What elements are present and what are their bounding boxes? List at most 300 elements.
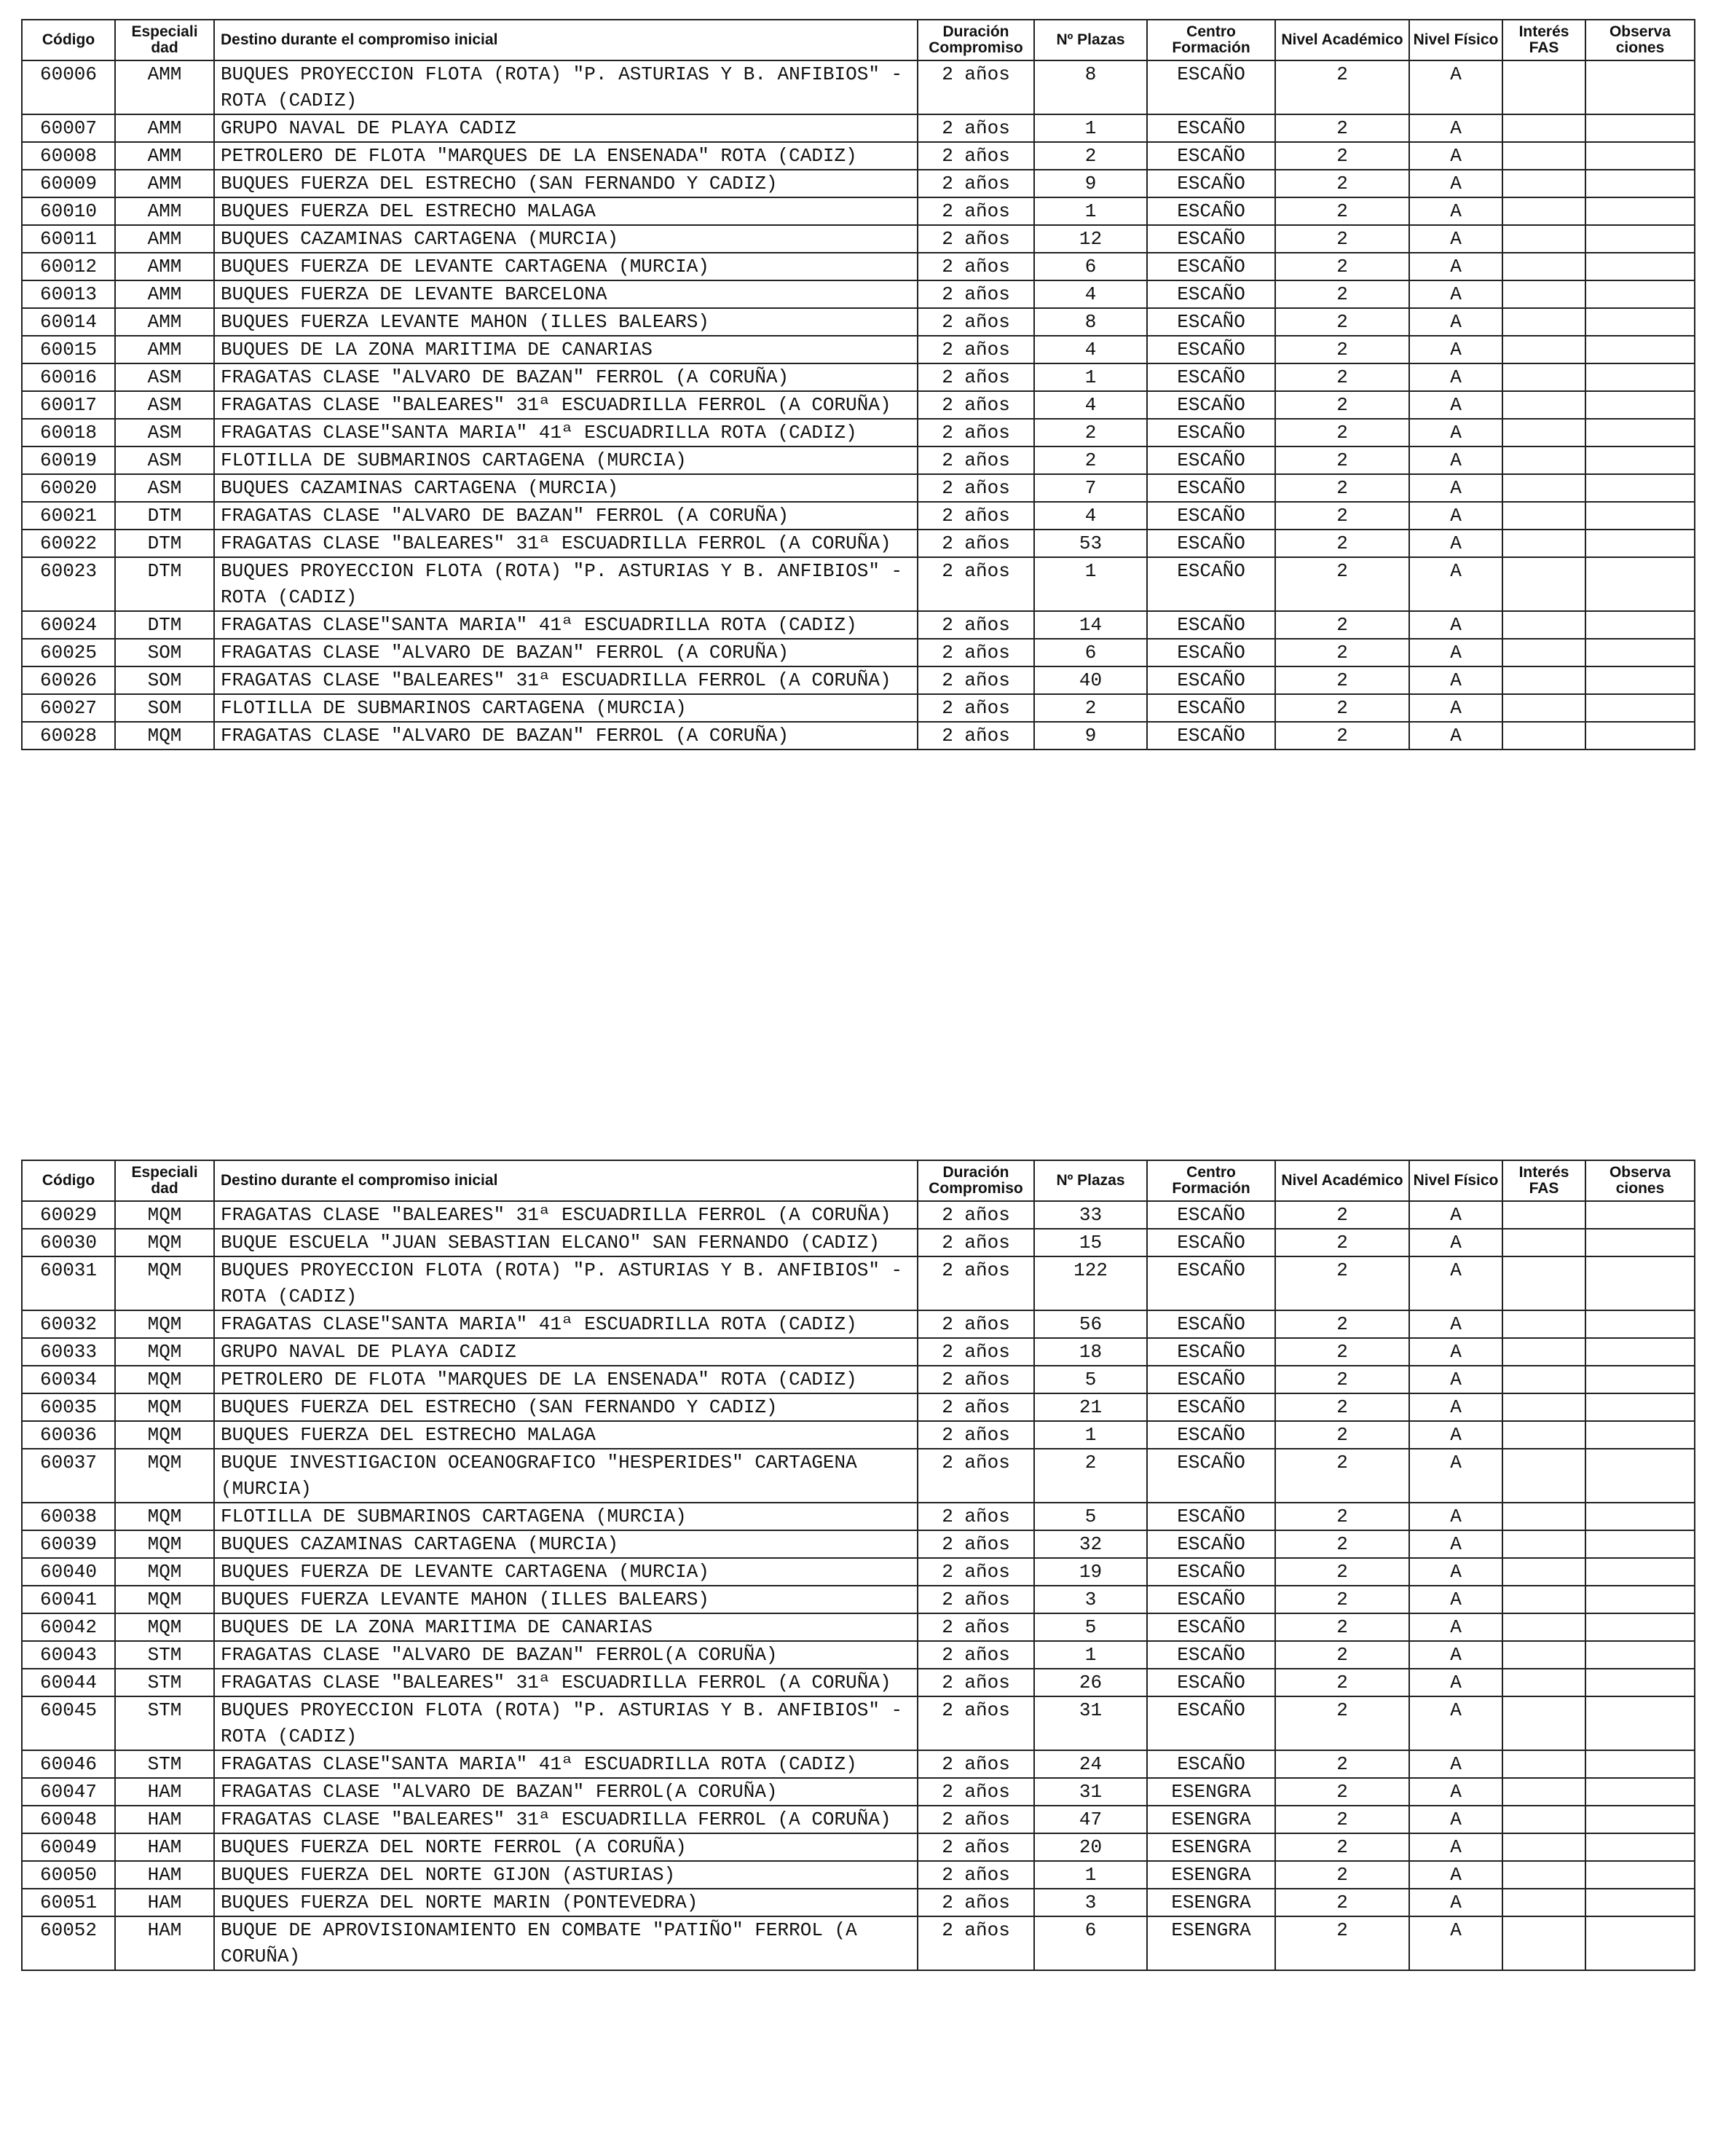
cell-nivel-academico: 2 <box>1275 1338 1409 1366</box>
cell-plazas: 6 <box>1034 1916 1147 1970</box>
plazas-table-2 <box>21 1160 1695 1971</box>
cell-plazas: 15 <box>1034 1229 1147 1256</box>
cell-especialidad: MQM <box>115 1393 214 1421</box>
cell-destino: BUQUES FUERZA DEL ESTRECHO MALAGA <box>214 1421 918 1449</box>
cell-codigo: 60042 <box>22 1613 115 1641</box>
cell-interes <box>1502 1530 1585 1558</box>
cell-nivel-academico: 2 <box>1275 1558 1409 1586</box>
cell-codigo: 60006 <box>22 60 115 114</box>
cell-plazas: 5 <box>1034 1366 1147 1393</box>
cell-duracion: 2 años <box>918 280 1034 308</box>
header-observaciones: Observa ciones <box>1585 20 1695 60</box>
cell-codigo: 60027 <box>22 694 115 722</box>
cell-nivel-fisico: A <box>1409 142 1502 170</box>
cell-duracion: 2 años <box>918 1256 1034 1310</box>
table-row <box>22 1641 1695 1669</box>
cell-centro: ESCAÑO <box>1147 391 1275 419</box>
cell-interes <box>1502 1503 1585 1530</box>
cell-plazas: 20 <box>1034 1833 1147 1861</box>
table-row <box>22 474 1695 502</box>
cell-centro: ESCAÑO <box>1147 253 1275 280</box>
cell-plazas: 1 <box>1034 1861 1147 1889</box>
header-especialidad: Especiali dad <box>115 1160 214 1201</box>
cell-codigo: 60032 <box>22 1310 115 1338</box>
cell-codigo: 60039 <box>22 1530 115 1558</box>
cell-centro: ESCAÑO <box>1147 1256 1275 1310</box>
cell-centro: ESCAÑO <box>1147 446 1275 474</box>
cell-interes <box>1502 142 1585 170</box>
table-row <box>22 666 1695 694</box>
cell-nivel-academico: 2 <box>1275 1916 1409 1970</box>
header-codigo: Código <box>22 1160 115 1201</box>
cell-plazas: 12 <box>1034 225 1147 253</box>
cell-nivel-academico: 2 <box>1275 170 1409 197</box>
cell-interes <box>1502 1641 1585 1669</box>
cell-codigo: 60021 <box>22 502 115 530</box>
cell-centro: ESCAÑO <box>1147 1613 1275 1641</box>
cell-especialidad: SOM <box>115 639 214 666</box>
cell-codigo: 60036 <box>22 1421 115 1449</box>
cell-plazas: 1 <box>1034 114 1147 142</box>
cell-especialidad: HAM <box>115 1889 214 1916</box>
header-duracion: Duración Compromiso <box>918 20 1034 60</box>
cell-centro: ESCAÑO <box>1147 1421 1275 1449</box>
cell-destino: BUQUES FUERZA DE LEVANTE BARCELONA <box>214 280 918 308</box>
cell-interes <box>1502 502 1585 530</box>
cell-interes <box>1502 1229 1585 1256</box>
cell-nivel-academico: 2 <box>1275 1201 1409 1229</box>
cell-plazas: 9 <box>1034 170 1147 197</box>
cell-nivel-fisico: A <box>1409 1641 1502 1669</box>
cell-codigo: 60050 <box>22 1861 115 1889</box>
cell-codigo: 60017 <box>22 391 115 419</box>
cell-destino: BUQUES FUERZA DEL NORTE GIJON (ASTURIAS) <box>214 1861 918 1889</box>
cell-plazas: 4 <box>1034 280 1147 308</box>
cell-duracion: 2 años <box>918 1449 1034 1503</box>
cell-observaciones <box>1585 1806 1695 1833</box>
cell-especialidad: MQM <box>115 1366 214 1393</box>
cell-duracion: 2 años <box>918 1916 1034 1970</box>
cell-interes <box>1502 363 1585 391</box>
cell-nivel-academico: 2 <box>1275 694 1409 722</box>
table-row <box>22 1201 1695 1229</box>
cell-duracion: 2 años <box>918 1806 1034 1833</box>
cell-centro: ESCAÑO <box>1147 502 1275 530</box>
cell-duracion: 2 años <box>918 1861 1034 1889</box>
cell-plazas: 2 <box>1034 142 1147 170</box>
cell-nivel-academico: 2 <box>1275 1449 1409 1503</box>
cell-especialidad: STM <box>115 1750 214 1778</box>
cell-destino: FRAGATAS CLASE "ALVARO DE BAZAN" FERROL(A CORUÑA) <box>214 1641 918 1669</box>
cell-centro: ESENGRA <box>1147 1806 1275 1833</box>
cell-nivel-academico: 2 <box>1275 60 1409 114</box>
table-row <box>22 1503 1695 1530</box>
table-row <box>22 530 1695 557</box>
cell-especialidad: SOM <box>115 694 214 722</box>
header-nivel-academico: Nivel Académico <box>1275 20 1409 60</box>
cell-codigo: 60023 <box>22 557 115 611</box>
cell-plazas: 4 <box>1034 336 1147 363</box>
cell-interes <box>1502 1889 1585 1916</box>
cell-plazas: 3 <box>1034 1586 1147 1613</box>
cell-duracion: 2 años <box>918 557 1034 611</box>
cell-codigo: 60041 <box>22 1586 115 1613</box>
table-row <box>22 336 1695 363</box>
cell-plazas: 4 <box>1034 391 1147 419</box>
cell-nivel-fisico: A <box>1409 1530 1502 1558</box>
cell-plazas: 21 <box>1034 1393 1147 1421</box>
table-row <box>22 253 1695 280</box>
cell-nivel-academico: 2 <box>1275 1778 1409 1806</box>
cell-plazas: 3 <box>1034 1889 1147 1916</box>
cell-destino: BUQUES PROYECCION FLOTA (ROTA) "P. ASTURIAS Y B. ANFIBIOS" - ROTA (CADIZ) <box>214 60 918 114</box>
cell-nivel-academico: 2 <box>1275 363 1409 391</box>
cell-nivel-fisico: A <box>1409 1861 1502 1889</box>
cell-observaciones <box>1585 114 1695 142</box>
cell-nivel-academico: 2 <box>1275 611 1409 639</box>
cell-observaciones <box>1585 694 1695 722</box>
cell-nivel-academico: 2 <box>1275 1256 1409 1310</box>
cell-codigo: 60051 <box>22 1889 115 1916</box>
table-row <box>22 1613 1695 1641</box>
cell-nivel-fisico: A <box>1409 363 1502 391</box>
header-interes: Interés FAS <box>1502 20 1585 60</box>
cell-interes <box>1502 1421 1585 1449</box>
cell-codigo: 60044 <box>22 1669 115 1696</box>
cell-centro: ESENGRA <box>1147 1861 1275 1889</box>
cell-codigo: 60045 <box>22 1696 115 1750</box>
cell-plazas: 2 <box>1034 446 1147 474</box>
header-destino: Destino durante el compromiso inicial <box>214 20 918 60</box>
cell-nivel-academico: 2 <box>1275 1669 1409 1696</box>
cell-nivel-fisico: A <box>1409 1449 1502 1503</box>
cell-nivel-fisico: A <box>1409 1229 1502 1256</box>
cell-destino: FRAGATAS CLASE "BALEARES" 31ª ESCUADRILLA FERROL (A CORUÑA) <box>214 1669 918 1696</box>
cell-centro: ESCAÑO <box>1147 1229 1275 1256</box>
cell-nivel-fisico: A <box>1409 391 1502 419</box>
table-row <box>22 1889 1695 1916</box>
cell-nivel-fisico: A <box>1409 280 1502 308</box>
cell-duracion: 2 años <box>918 446 1034 474</box>
cell-nivel-academico: 2 <box>1275 114 1409 142</box>
cell-especialidad: AMM <box>115 197 214 225</box>
cell-centro: ESENGRA <box>1147 1889 1275 1916</box>
cell-codigo: 60049 <box>22 1833 115 1861</box>
cell-interes <box>1502 1613 1585 1641</box>
cell-codigo: 60030 <box>22 1229 115 1256</box>
table-row <box>22 611 1695 639</box>
cell-observaciones <box>1585 142 1695 170</box>
cell-observaciones <box>1585 1366 1695 1393</box>
table-row <box>22 639 1695 666</box>
table-row <box>22 1916 1695 1970</box>
cell-interes <box>1502 1449 1585 1503</box>
cell-nivel-academico: 2 <box>1275 1393 1409 1421</box>
cell-duracion: 2 años <box>918 308 1034 336</box>
cell-destino: BUQUES CAZAMINAS CARTAGENA (MURCIA) <box>214 1530 918 1558</box>
cell-centro: ESCAÑO <box>1147 1669 1275 1696</box>
cell-nivel-fisico: A <box>1409 225 1502 253</box>
cell-interes <box>1502 1310 1585 1338</box>
cell-destino: FRAGATAS CLASE"SANTA MARIA" 41ª ESCUADRILLA ROTA (CADIZ) <box>214 1310 918 1338</box>
cell-codigo: 60022 <box>22 530 115 557</box>
cell-nivel-academico: 2 <box>1275 639 1409 666</box>
cell-nivel-fisico: A <box>1409 530 1502 557</box>
cell-observaciones <box>1585 253 1695 280</box>
cell-codigo: 60031 <box>22 1256 115 1310</box>
table-row <box>22 502 1695 530</box>
cell-interes <box>1502 225 1585 253</box>
cell-duracion: 2 años <box>918 197 1034 225</box>
cell-nivel-fisico: A <box>1409 502 1502 530</box>
cell-duracion: 2 años <box>918 666 1034 694</box>
cell-interes <box>1502 170 1585 197</box>
table-row <box>22 114 1695 142</box>
table-header-row <box>22 1160 1695 1201</box>
cell-nivel-fisico: A <box>1409 1586 1502 1613</box>
cell-codigo: 60035 <box>22 1393 115 1421</box>
cell-centro: ESCAÑO <box>1147 419 1275 446</box>
cell-nivel-academico: 2 <box>1275 1696 1409 1750</box>
cell-centro: ESENGRA <box>1147 1778 1275 1806</box>
cell-nivel-fisico: A <box>1409 611 1502 639</box>
cell-destino: BUQUES PROYECCION FLOTA (ROTA) "P. ASTURIAS Y B. ANFIBIOS" - ROTA (CADIZ) <box>214 1696 918 1750</box>
cell-especialidad: AMM <box>115 114 214 142</box>
cell-duracion: 2 años <box>918 60 1034 114</box>
cell-especialidad: AMM <box>115 60 214 114</box>
cell-interes <box>1502 1750 1585 1778</box>
header-especialidad: Especiali dad <box>115 20 214 60</box>
table-row <box>22 1586 1695 1613</box>
cell-nivel-academico: 2 <box>1275 336 1409 363</box>
cell-centro: ESCAÑO <box>1147 557 1275 611</box>
cell-destino: FRAGATAS CLASE "ALVARO DE BAZAN" FERROL (A CORUÑA) <box>214 722 918 750</box>
cell-codigo: 60020 <box>22 474 115 502</box>
table-row <box>22 1256 1695 1310</box>
cell-nivel-academico: 2 <box>1275 1586 1409 1613</box>
cell-nivel-fisico: A <box>1409 1310 1502 1338</box>
cell-observaciones <box>1585 1393 1695 1421</box>
cell-destino: BUQUES FUERZA DEL ESTRECHO (SAN FERNANDO Y CADIZ) <box>214 1393 918 1421</box>
cell-nivel-fisico: A <box>1409 1558 1502 1586</box>
cell-duracion: 2 años <box>918 1201 1034 1229</box>
cell-plazas: 5 <box>1034 1613 1147 1641</box>
cell-observaciones <box>1585 419 1695 446</box>
cell-nivel-fisico: A <box>1409 60 1502 114</box>
cell-duracion: 2 años <box>918 1558 1034 1586</box>
cell-nivel-academico: 2 <box>1275 1503 1409 1530</box>
cell-plazas: 31 <box>1034 1696 1147 1750</box>
cell-centro: ESCAÑO <box>1147 1393 1275 1421</box>
cell-destino: BUQUE ESCUELA "JUAN SEBASTIAN ELCANO" SAN FERNANDO (CADIZ) <box>214 1229 918 1256</box>
cell-destino: FRAGATAS CLASE"SANTA MARIA" 41ª ESCUADRILLA ROTA (CADIZ) <box>214 419 918 446</box>
cell-destino: FRAGATAS CLASE "ALVARO DE BAZAN" FERROL(A CORUÑA) <box>214 1778 918 1806</box>
table-row <box>22 391 1695 419</box>
cell-centro: ESCAÑO <box>1147 530 1275 557</box>
cell-centro: ESCAÑO <box>1147 1558 1275 1586</box>
cell-especialidad: HAM <box>115 1778 214 1806</box>
cell-nivel-academico: 2 <box>1275 1889 1409 1916</box>
cell-duracion: 2 años <box>918 1696 1034 1750</box>
cell-nivel-academico: 2 <box>1275 308 1409 336</box>
cell-centro: ESCAÑO <box>1147 363 1275 391</box>
cell-codigo: 60034 <box>22 1366 115 1393</box>
cell-duracion: 2 años <box>918 639 1034 666</box>
cell-observaciones <box>1585 557 1695 611</box>
cell-centro: ESCAÑO <box>1147 114 1275 142</box>
cell-especialidad: MQM <box>115 1613 214 1641</box>
cell-centro: ESCAÑO <box>1147 1503 1275 1530</box>
cell-observaciones <box>1585 170 1695 197</box>
cell-especialidad: ASM <box>115 446 214 474</box>
cell-centro: ESCAÑO <box>1147 1201 1275 1229</box>
cell-duracion: 2 años <box>918 1613 1034 1641</box>
cell-plazas: 4 <box>1034 502 1147 530</box>
cell-centro: ESCAÑO <box>1147 142 1275 170</box>
table-row <box>22 1421 1695 1449</box>
cell-interes <box>1502 557 1585 611</box>
cell-observaciones <box>1585 336 1695 363</box>
cell-duracion: 2 años <box>918 694 1034 722</box>
table-row <box>22 142 1695 170</box>
cell-codigo: 60038 <box>22 1503 115 1530</box>
cell-duracion: 2 años <box>918 170 1034 197</box>
cell-destino: PETROLERO DE FLOTA "MARQUES DE LA ENSENADA" ROTA (CADIZ) <box>214 1366 918 1393</box>
cell-especialidad: MQM <box>115 1586 214 1613</box>
cell-nivel-fisico: A <box>1409 308 1502 336</box>
cell-especialidad: MQM <box>115 1449 214 1503</box>
cell-especialidad: ASM <box>115 419 214 446</box>
cell-especialidad: DTM <box>115 530 214 557</box>
cell-destino: BUQUES FUERZA LEVANTE MAHON (ILLES BALEARS) <box>214 308 918 336</box>
cell-nivel-fisico: A <box>1409 197 1502 225</box>
table-header-row <box>22 20 1695 60</box>
cell-nivel-academico: 2 <box>1275 1806 1409 1833</box>
cell-duracion: 2 años <box>918 225 1034 253</box>
cell-observaciones <box>1585 1778 1695 1806</box>
cell-nivel-fisico: A <box>1409 722 1502 750</box>
cell-destino: BUQUES FUERZA DE LEVANTE CARTAGENA (MURCIA) <box>214 1558 918 1586</box>
cell-observaciones <box>1585 1889 1695 1916</box>
cell-centro: ESCAÑO <box>1147 280 1275 308</box>
cell-destino: BUQUES DE LA ZONA MARITIMA DE CANARIAS <box>214 1613 918 1641</box>
cell-codigo: 60014 <box>22 308 115 336</box>
cell-observaciones <box>1585 666 1695 694</box>
cell-nivel-academico: 2 <box>1275 1613 1409 1641</box>
cell-plazas: 1 <box>1034 557 1147 611</box>
cell-nivel-academico: 2 <box>1275 446 1409 474</box>
cell-interes <box>1502 666 1585 694</box>
cell-destino: BUQUES FUERZA DEL ESTRECHO MALAGA <box>214 197 918 225</box>
cell-observaciones <box>1585 1530 1695 1558</box>
cell-nivel-academico: 2 <box>1275 502 1409 530</box>
cell-observaciones <box>1585 1641 1695 1669</box>
cell-centro: ESCAÑO <box>1147 1338 1275 1366</box>
table-body <box>22 60 1695 750</box>
cell-centro: ESCAÑO <box>1147 611 1275 639</box>
cell-codigo: 60024 <box>22 611 115 639</box>
cell-especialidad: MQM <box>115 1530 214 1558</box>
cell-especialidad: HAM <box>115 1833 214 1861</box>
cell-plazas: 2 <box>1034 1449 1147 1503</box>
cell-duracion: 2 años <box>918 1669 1034 1696</box>
cell-destino: BUQUES CAZAMINAS CARTAGENA (MURCIA) <box>214 225 918 253</box>
cell-interes <box>1502 1778 1585 1806</box>
cell-duracion: 2 años <box>918 419 1034 446</box>
cell-observaciones <box>1585 639 1695 666</box>
cell-destino: FLOTILLA DE SUBMARINOS CARTAGENA (MURCIA) <box>214 694 918 722</box>
cell-observaciones <box>1585 1503 1695 1530</box>
cell-observaciones <box>1585 1229 1695 1256</box>
cell-interes <box>1502 611 1585 639</box>
cell-duracion: 2 años <box>918 1503 1034 1530</box>
header-observaciones: Observa ciones <box>1585 1160 1695 1201</box>
cell-especialidad: MQM <box>115 1338 214 1366</box>
cell-plazas: 6 <box>1034 639 1147 666</box>
cell-nivel-academico: 2 <box>1275 530 1409 557</box>
table-row <box>22 1696 1695 1750</box>
cell-centro: ESCAÑO <box>1147 474 1275 502</box>
cell-nivel-fisico: A <box>1409 1366 1502 1393</box>
cell-codigo: 60037 <box>22 1449 115 1503</box>
cell-nivel-academico: 2 <box>1275 666 1409 694</box>
cell-codigo: 60052 <box>22 1916 115 1970</box>
cell-centro: ESCAÑO <box>1147 225 1275 253</box>
table-row <box>22 1366 1695 1393</box>
cell-nivel-fisico: A <box>1409 1201 1502 1229</box>
cell-destino: BUQUE INVESTIGACION OCEANOGRAFICO "HESPERIDES" CARTAGENA (MURCIA) <box>214 1449 918 1503</box>
cell-plazas: 5 <box>1034 1503 1147 1530</box>
cell-nivel-fisico: A <box>1409 1421 1502 1449</box>
header-nivel-fisico: Nivel Físico <box>1409 20 1502 60</box>
cell-centro: ESCAÑO <box>1147 722 1275 750</box>
cell-especialidad: HAM <box>115 1861 214 1889</box>
cell-plazas: 8 <box>1034 60 1147 114</box>
cell-plazas: 40 <box>1034 666 1147 694</box>
cell-especialidad: MQM <box>115 1256 214 1310</box>
cell-plazas: 1 <box>1034 1641 1147 1669</box>
cell-duracion: 2 años <box>918 611 1034 639</box>
cell-duracion: 2 años <box>918 1310 1034 1338</box>
cell-especialidad: ASM <box>115 391 214 419</box>
cell-centro: ESCAÑO <box>1147 336 1275 363</box>
header-nivel-academico: Nivel Académico <box>1275 1160 1409 1201</box>
cell-nivel-academico: 2 <box>1275 1641 1409 1669</box>
cell-centro: ESENGRA <box>1147 1916 1275 1970</box>
cell-duracion: 2 años <box>918 1366 1034 1393</box>
cell-nivel-academico: 2 <box>1275 1310 1409 1338</box>
table-row <box>22 280 1695 308</box>
cell-plazas: 47 <box>1034 1806 1147 1833</box>
cell-especialidad: MQM <box>115 1558 214 1586</box>
cell-duracion: 2 años <box>918 391 1034 419</box>
cell-nivel-fisico: A <box>1409 557 1502 611</box>
table-row <box>22 694 1695 722</box>
cell-nivel-fisico: A <box>1409 1503 1502 1530</box>
table-row <box>22 1806 1695 1833</box>
cell-nivel-academico: 2 <box>1275 1750 1409 1778</box>
cell-centro: ESCAÑO <box>1147 1449 1275 1503</box>
cell-plazas: 7 <box>1034 474 1147 502</box>
cell-interes <box>1502 530 1585 557</box>
table-row <box>22 1558 1695 1586</box>
cell-observaciones <box>1585 722 1695 750</box>
cell-observaciones <box>1585 474 1695 502</box>
cell-nivel-academico: 2 <box>1275 1861 1409 1889</box>
cell-interes <box>1502 639 1585 666</box>
table-row <box>22 1669 1695 1696</box>
cell-interes <box>1502 197 1585 225</box>
